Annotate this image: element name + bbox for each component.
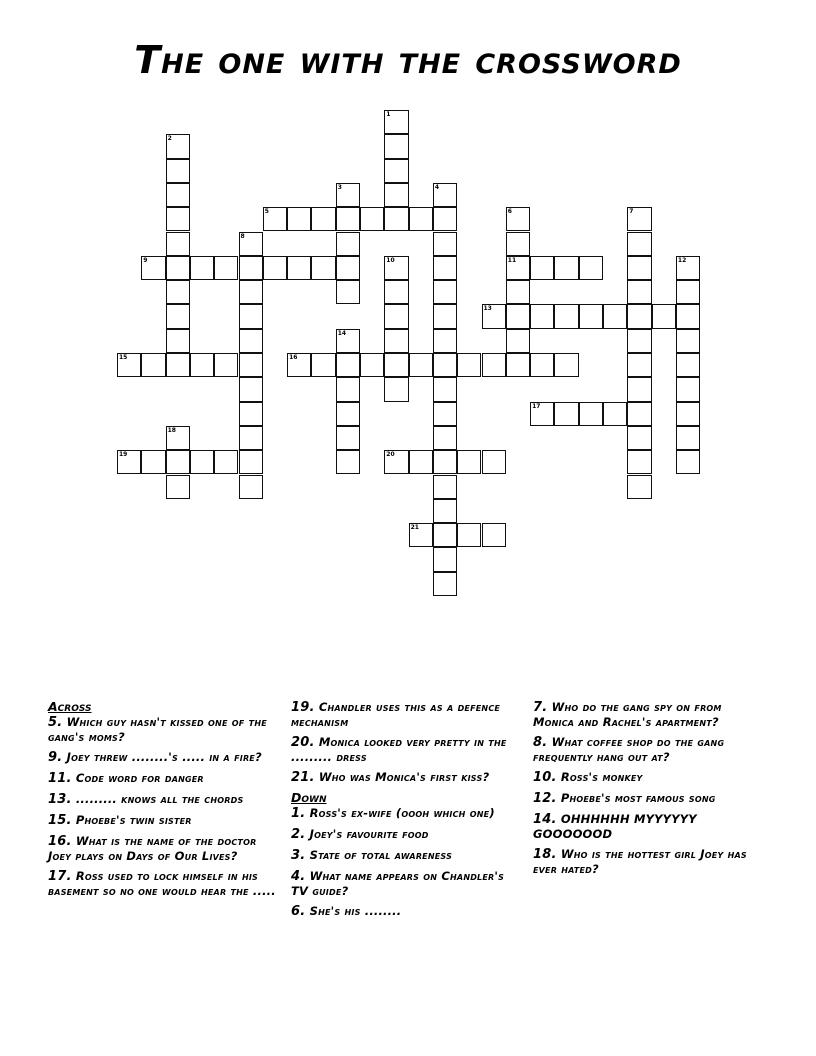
grid-cell[interactable] <box>603 402 627 426</box>
grid-cell[interactable] <box>336 232 360 256</box>
grid-cell[interactable] <box>166 280 190 304</box>
grid-cell[interactable] <box>457 353 481 377</box>
grid-cell[interactable] <box>166 207 190 231</box>
grid-cell[interactable] <box>676 304 700 328</box>
clue-number: 4. <box>291 869 306 884</box>
grid-cell[interactable] <box>336 183 360 207</box>
grid-cell[interactable] <box>384 329 408 353</box>
grid-cell[interactable] <box>433 377 457 401</box>
cell-number: 4 <box>434 183 440 191</box>
cell-number: 1 <box>386 111 391 118</box>
grid-cell[interactable] <box>676 377 700 401</box>
grid-cell[interactable] <box>409 450 433 474</box>
grid-cell[interactable] <box>554 304 578 328</box>
down-heading: Down <box>291 790 327 805</box>
grid-cell[interactable] <box>384 280 408 304</box>
grid-cell[interactable] <box>336 207 360 231</box>
grid-cell[interactable] <box>433 499 457 523</box>
grid-cell[interactable] <box>166 232 190 256</box>
clue-text: What is the name of the doctor Joey plays on Days of Our Lives? <box>48 834 257 863</box>
grid-cell[interactable] <box>384 183 408 207</box>
grid-cell[interactable] <box>579 304 603 328</box>
grid-cell[interactable] <box>506 256 530 280</box>
clue-text: Joey's favourite food <box>309 827 429 841</box>
grid-cell[interactable] <box>287 207 311 231</box>
grid-cell[interactable] <box>676 450 700 474</box>
grid-cell[interactable] <box>263 256 287 280</box>
grid-cell[interactable] <box>166 329 190 353</box>
grid-cell[interactable] <box>676 329 700 353</box>
grid-cell[interactable] <box>360 353 384 377</box>
grid-cell[interactable] <box>652 304 676 328</box>
clue-number: 20. <box>291 735 315 750</box>
clue-across-19 <box>291 700 523 729</box>
grid-cell[interactable] <box>384 110 408 134</box>
grid-cell[interactable] <box>676 256 700 280</box>
clue-text: She's his ........ <box>309 904 402 918</box>
clues-column-2 <box>291 700 523 925</box>
cell-number: 14 <box>337 329 347 337</box>
grid-cell[interactable] <box>530 353 554 377</box>
grid-cell[interactable] <box>336 450 360 474</box>
grid-cell[interactable] <box>554 256 578 280</box>
cell-number: 3 <box>337 183 342 191</box>
grid-cell[interactable] <box>627 232 651 256</box>
grid-cell[interactable] <box>141 353 165 377</box>
grid-cell[interactable] <box>554 353 578 377</box>
clue-down-8 <box>533 735 765 764</box>
page-title: The one with the crossword <box>134 38 682 82</box>
grid-cell[interactable] <box>239 329 263 353</box>
grid-cell[interactable] <box>627 402 651 426</box>
grid-cell[interactable] <box>214 450 238 474</box>
grid-cell[interactable] <box>433 183 457 207</box>
cell-number: 19 <box>119 451 128 459</box>
clue-number: 18. <box>533 847 557 862</box>
clue-text: State of total awareness <box>309 848 453 862</box>
clue-down-12 <box>533 791 765 806</box>
clue-number: 9. <box>48 750 63 765</box>
grid-cell[interactable] <box>433 450 457 474</box>
grid-cell[interactable] <box>457 523 481 547</box>
grid-cell[interactable] <box>409 207 433 231</box>
grid-cell[interactable] <box>409 523 433 547</box>
grid-cell[interactable] <box>117 450 141 474</box>
across-heading: Across <box>48 699 92 714</box>
clue-number: 3. <box>291 848 306 863</box>
grid-cell[interactable] <box>117 353 141 377</box>
grid-cell[interactable] <box>214 256 238 280</box>
grid-cell[interactable] <box>336 402 360 426</box>
grid-cell[interactable] <box>336 426 360 450</box>
grid-cell[interactable] <box>214 353 238 377</box>
grid-cell[interactable] <box>384 353 408 377</box>
clue-text: Who is the hottest girl Joey has ever hated? <box>533 847 747 876</box>
grid-cell[interactable] <box>676 280 700 304</box>
grid-cell[interactable] <box>239 280 263 304</box>
grid-cell[interactable] <box>166 256 190 280</box>
clue-text: Ross used to lock himself in his basement so no one would hear the ..... <box>48 869 276 898</box>
clue-text: Code word for danger <box>75 771 204 785</box>
grid-cell[interactable] <box>676 353 700 377</box>
grid-cell[interactable] <box>433 256 457 280</box>
clue-text: ......... knows all the chords <box>75 792 244 806</box>
clue-text: Monica looked very pretty in the ......... dress <box>291 735 507 764</box>
grid-cell[interactable] <box>141 450 165 474</box>
clue-down-18 <box>533 847 765 876</box>
clue-across-15 <box>48 813 280 828</box>
grid-cell[interactable] <box>627 256 651 280</box>
clue-across-20 <box>291 735 523 764</box>
grid-cell[interactable] <box>287 256 311 280</box>
grid-cell[interactable] <box>384 377 408 401</box>
cell-number: 11 <box>507 256 517 264</box>
cell-number: 9 <box>143 256 148 264</box>
clue-down-14 <box>533 812 765 841</box>
grid-cell[interactable] <box>336 256 360 280</box>
grid-cell[interactable] <box>506 280 530 304</box>
grid-cell[interactable] <box>506 304 530 328</box>
grid-cell[interactable] <box>627 426 651 450</box>
grid-cell[interactable] <box>554 402 578 426</box>
clue-number: 11. <box>48 771 72 786</box>
grid-cell[interactable] <box>239 232 263 256</box>
clue-text: Who was Monica's first kiss? <box>318 770 490 784</box>
grid-cell[interactable] <box>433 232 457 256</box>
grid-cell[interactable] <box>384 450 408 474</box>
clue-number: 14. <box>533 812 557 827</box>
grid-cell[interactable] <box>530 402 554 426</box>
clue-across-11 <box>48 771 280 786</box>
clue-across-13 <box>48 792 280 807</box>
grid-cell[interactable] <box>263 207 287 231</box>
grid-cell[interactable] <box>433 280 457 304</box>
clue-down-1 <box>291 806 523 821</box>
clue-down-4 <box>291 869 523 898</box>
grid-cell[interactable] <box>336 353 360 377</box>
clue-number: 15. <box>48 813 72 828</box>
clue-text: Ross's ex-wife (oooh which one) <box>309 806 495 820</box>
grid-cell[interactable] <box>311 207 335 231</box>
grid-cell[interactable] <box>141 256 165 280</box>
cell-number: 10 <box>386 256 395 264</box>
grid-cell[interactable] <box>239 450 263 474</box>
clue-across-5 <box>48 715 280 744</box>
clue-across-9 <box>48 750 280 765</box>
clue-number: 19. <box>291 700 315 715</box>
grid-cell[interactable] <box>676 426 700 450</box>
clue-number: 10. <box>533 770 557 785</box>
grid-cell[interactable] <box>409 353 433 377</box>
grid-cell[interactable] <box>166 183 190 207</box>
grid-cell[interactable] <box>166 426 190 450</box>
grid-cell[interactable] <box>433 329 457 353</box>
cell-number: 18 <box>167 426 176 434</box>
grid-cell[interactable] <box>482 353 506 377</box>
grid-cell[interactable] <box>384 159 408 183</box>
clue-across-17 <box>48 869 280 898</box>
clue-down-7 <box>533 700 765 729</box>
grid-cell[interactable] <box>166 134 190 158</box>
grid-cell[interactable] <box>190 353 214 377</box>
clue-down-2 <box>291 827 523 842</box>
clue-text: Ross's monkey <box>560 770 643 784</box>
grid-cell[interactable] <box>676 402 700 426</box>
cell-number: 2 <box>167 135 172 143</box>
clue-text: What coffee shop do the gang frequently hang out at? <box>533 735 725 764</box>
grid-cell[interactable] <box>166 475 190 499</box>
cell-number: 17 <box>532 402 541 410</box>
clue-text: What name appears on Chandler's TV guide? <box>291 869 505 898</box>
grid-cell[interactable] <box>433 426 457 450</box>
cell-number: 20 <box>386 451 395 459</box>
grid-cell[interactable] <box>506 353 530 377</box>
clue-number: 12. <box>533 791 557 806</box>
grid-cell[interactable] <box>239 256 263 280</box>
clue-number: 17. <box>48 869 72 884</box>
clue-number: 13. <box>48 792 72 807</box>
cell-number: 8 <box>240 232 245 240</box>
clue-down-10 <box>533 770 765 785</box>
grid-cell[interactable] <box>627 475 651 499</box>
grid-cell[interactable] <box>166 159 190 183</box>
clue-text: OHHHHHH MYYYYYY GOOOOOOD <box>533 812 697 841</box>
grid-cell[interactable] <box>239 402 263 426</box>
grid-cell[interactable] <box>627 329 651 353</box>
clue-number: 7. <box>533 700 548 715</box>
clue-number: 1. <box>291 806 306 821</box>
grid-cell[interactable] <box>311 256 335 280</box>
grid-cell[interactable] <box>506 329 530 353</box>
cell-number: 15 <box>119 354 128 361</box>
grid-cell[interactable] <box>190 450 214 474</box>
cell-number: 21 <box>410 524 419 532</box>
grid-cell[interactable] <box>166 353 190 377</box>
cell-number: 12 <box>677 256 687 264</box>
grid-cell[interactable] <box>433 353 457 377</box>
grid-cell[interactable] <box>482 523 506 547</box>
clue-number: 8. <box>533 735 548 750</box>
clue-down-6 <box>291 904 523 919</box>
clues-section <box>0 700 816 1000</box>
grid-cell[interactable] <box>433 402 457 426</box>
grid-cell[interactable] <box>190 256 214 280</box>
grid-cell[interactable] <box>433 523 457 547</box>
clue-text: Which guy hasn't kissed one of the gang's moms? <box>48 715 267 744</box>
grid-cell[interactable] <box>482 304 506 328</box>
clues-column-1 <box>48 700 280 904</box>
grid-cell[interactable] <box>627 377 651 401</box>
grid-cell[interactable] <box>166 450 190 474</box>
grid-cell[interactable] <box>627 304 651 328</box>
clue-text: Phoebe's twin sister <box>75 813 192 827</box>
grid-cell[interactable] <box>336 329 360 353</box>
grid-cell[interactable] <box>433 475 457 499</box>
grid-cell[interactable] <box>239 475 263 499</box>
grid-cell[interactable] <box>433 547 457 571</box>
grid-cell[interactable] <box>506 232 530 256</box>
grid-cell[interactable] <box>360 207 384 231</box>
grid-cell[interactable] <box>239 304 263 328</box>
grid-cell[interactable] <box>384 256 408 280</box>
grid-cell[interactable] <box>482 450 506 474</box>
grid-cell[interactable] <box>579 402 603 426</box>
clue-text: Who do the gang spy on from Monica and Rachel's apartment? <box>533 700 722 729</box>
clues-column-3 <box>533 700 765 882</box>
grid-cell[interactable] <box>336 280 360 304</box>
clue-across-21 <box>291 770 523 785</box>
grid-cell[interactable] <box>311 353 335 377</box>
grid-cell[interactable] <box>336 377 360 401</box>
grid-cell[interactable] <box>627 450 651 474</box>
grid-cell[interactable] <box>384 207 408 231</box>
grid-cell[interactable] <box>433 304 457 328</box>
grid-cell[interactable] <box>239 377 263 401</box>
grid-cell[interactable] <box>239 353 263 377</box>
cell-number: 6 <box>507 208 512 216</box>
grid-cell[interactable] <box>627 207 651 231</box>
cell-number: 13 <box>483 305 492 313</box>
grid-cell[interactable] <box>384 134 408 158</box>
clue-number: 6. <box>291 904 306 919</box>
grid-cell[interactable] <box>287 353 311 377</box>
grid-cell[interactable] <box>433 207 457 231</box>
clue-number: 2. <box>291 827 306 842</box>
grid-cell[interactable] <box>239 426 263 450</box>
clue-text: Joey threw ........'s ..... in a fire? <box>66 750 262 764</box>
cell-number: 7 <box>629 208 634 216</box>
cell-number: 16 <box>289 354 298 361</box>
grid-cell[interactable] <box>384 304 408 328</box>
grid-cell[interactable] <box>627 280 651 304</box>
clue-across-16 <box>48 834 280 863</box>
grid-cell[interactable] <box>603 304 627 328</box>
clue-number: 21. <box>291 770 315 785</box>
grid-cell[interactable] <box>433 572 457 596</box>
clue-number: 16. <box>48 834 72 849</box>
clue-down-3 <box>291 848 523 863</box>
clue-text: Chandler uses this as a defence mechanism <box>291 700 501 729</box>
grid-cell[interactable] <box>530 256 554 280</box>
grid-cell[interactable] <box>579 256 603 280</box>
clue-text: Phoebe's most famous song <box>560 791 716 805</box>
grid-cell[interactable] <box>506 207 530 231</box>
cell-number: 5 <box>264 208 269 216</box>
grid-cell[interactable] <box>166 304 190 328</box>
clue-number: 5. <box>48 715 63 730</box>
grid-cell[interactable] <box>457 450 481 474</box>
grid-cell[interactable] <box>530 304 554 328</box>
grid-cell[interactable] <box>627 353 651 377</box>
